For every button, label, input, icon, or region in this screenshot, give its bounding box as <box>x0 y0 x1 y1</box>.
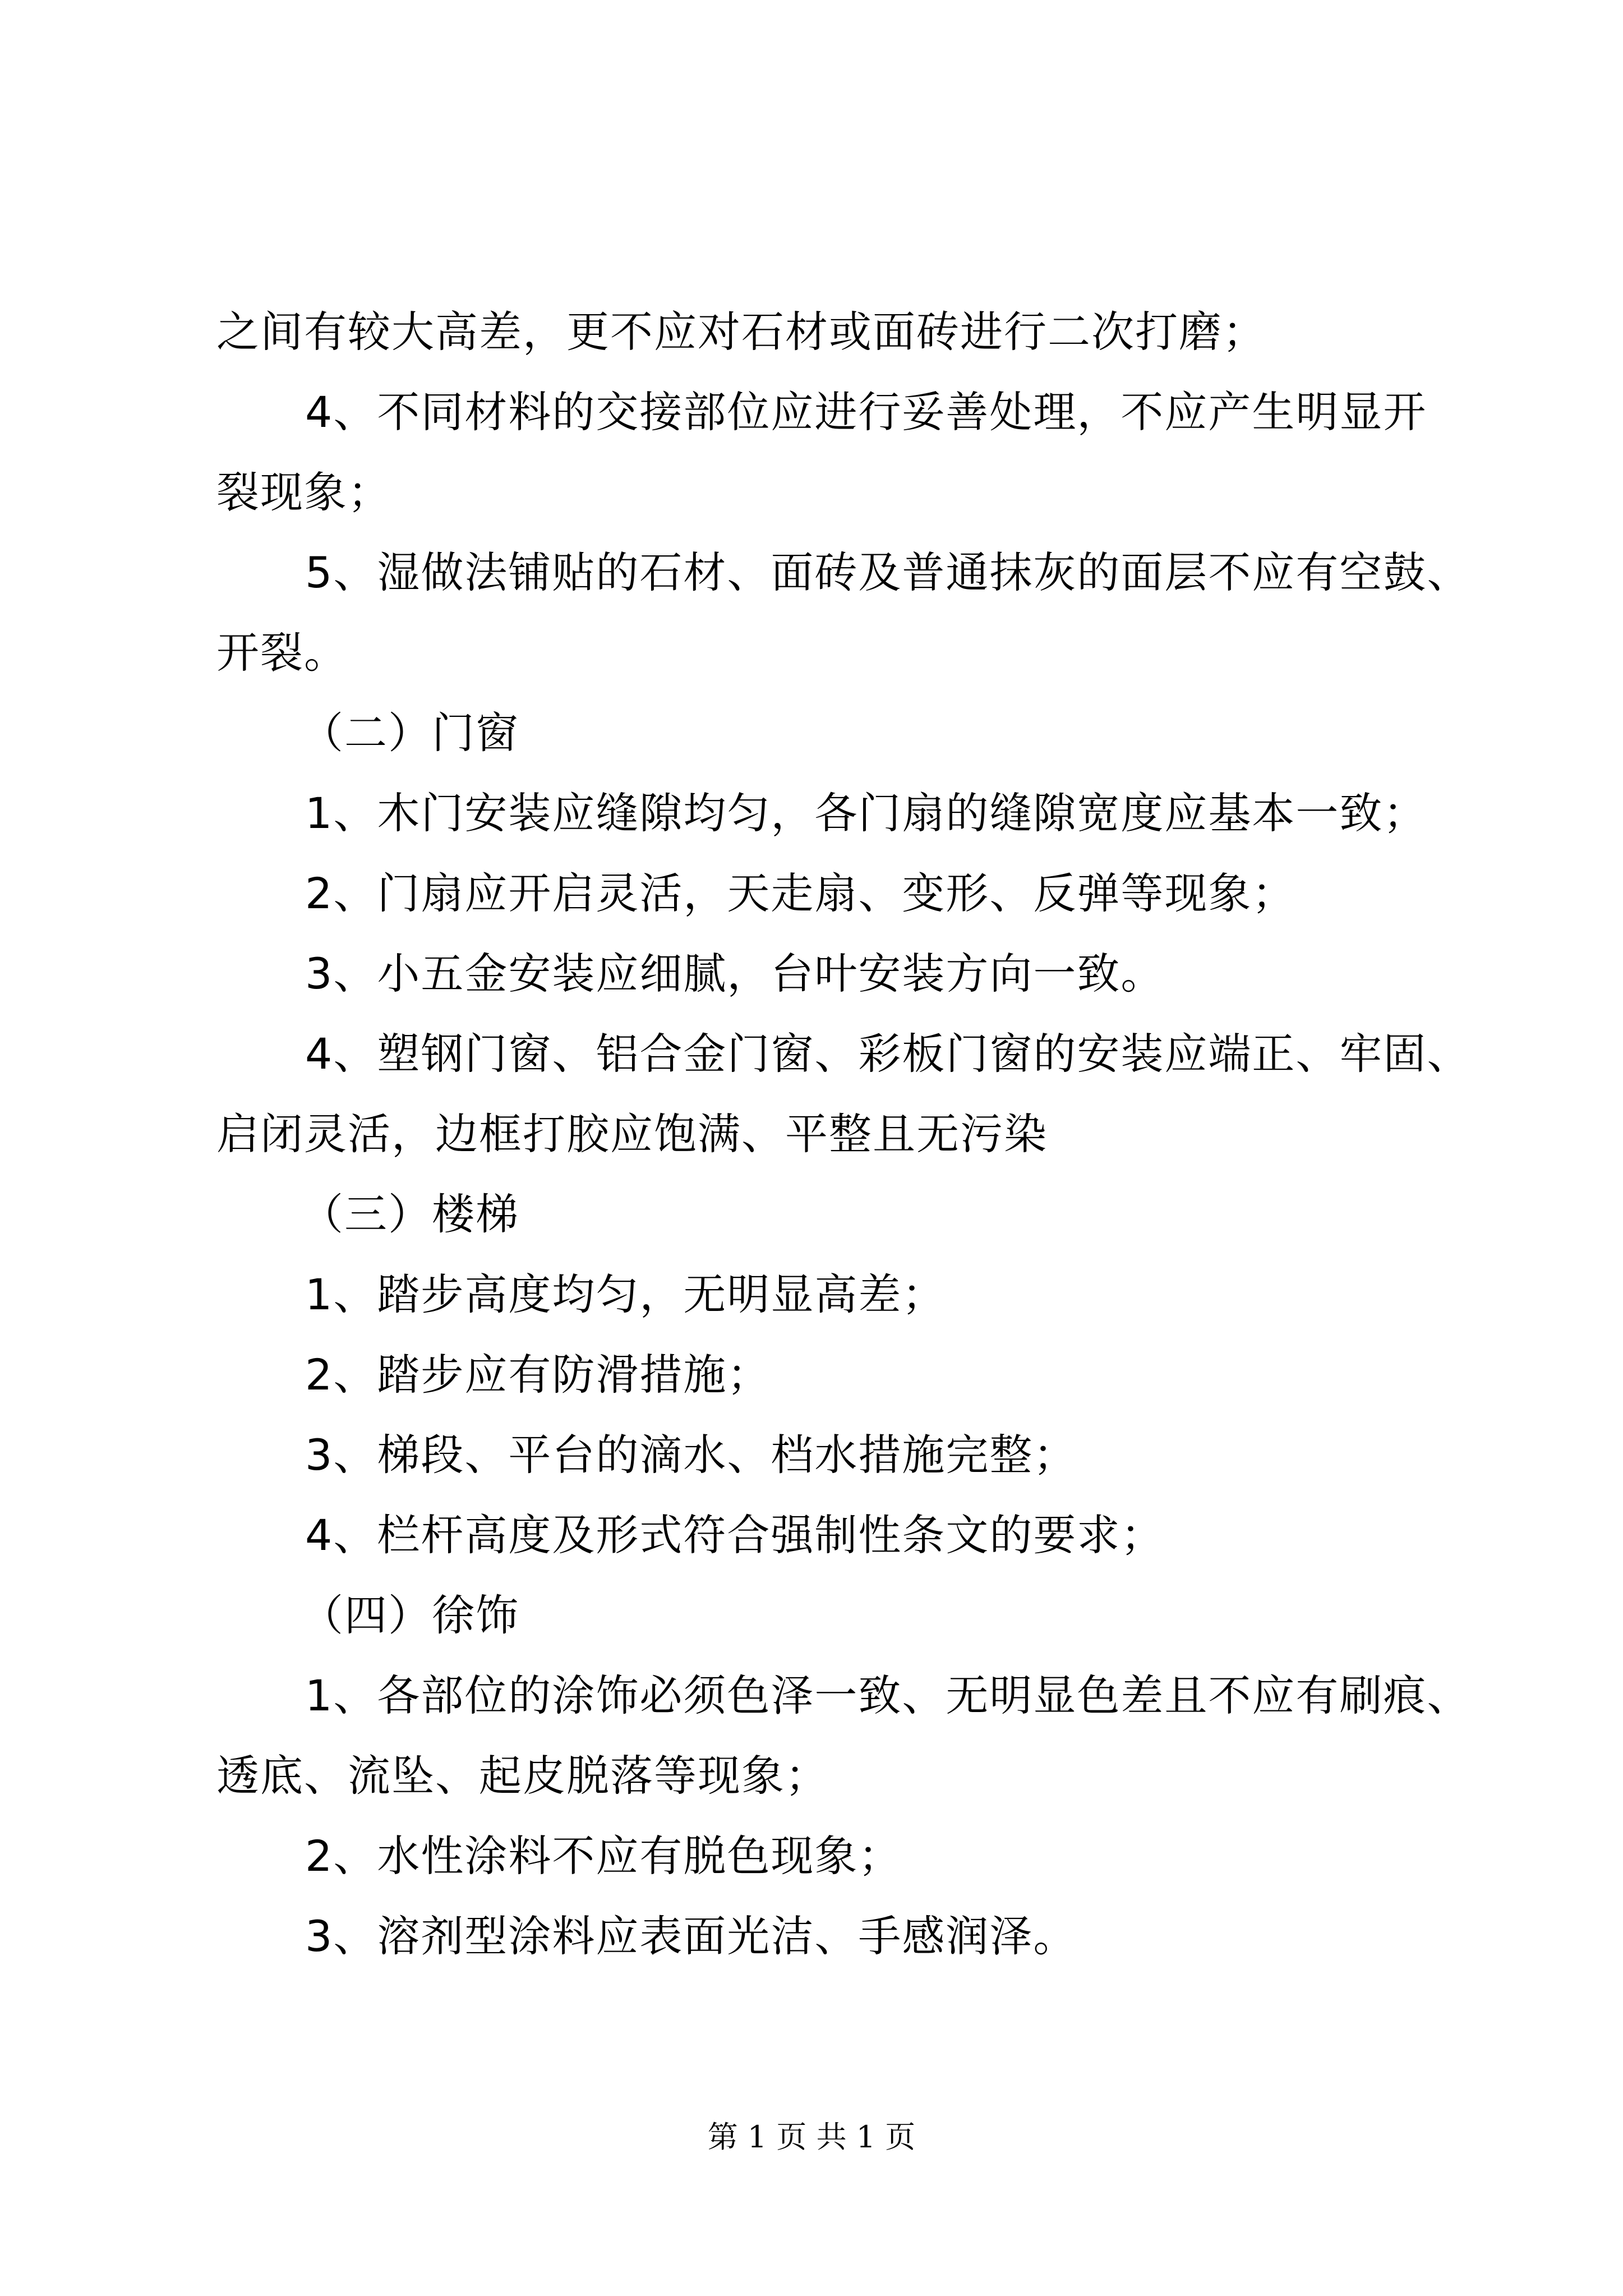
document-body <box>216 292 1471 1976</box>
text-line: 2、门扇应开启灵活，天走扇、变形、反弹等现象； <box>305 868 1296 918</box>
text-line: 4、塑钢门窗、铝合金门窗、彩板门窗的安装应端正、牢固、 <box>305 1029 1471 1079</box>
page-footer: 第 1 页 共 1 页 <box>707 2119 916 2155</box>
text-line: 5、湿做法铺贴的石材、面砖及普通抹灰的面层不应有空鼓、 <box>305 547 1471 597</box>
text-line: 1、木门安装应缝隙均匀，各门扇的缝隙宽度应基本一致； <box>305 788 1427 838</box>
text-line: 1、各部位的涂饰必须色泽一致、无明显色差且不应有刷痕、 <box>305 1671 1471 1720</box>
text-line: 透底、流坠、起皮脱落等现象； <box>216 1751 829 1801</box>
text-line: 裂现象； <box>216 467 391 517</box>
section-heading: （三）楼梯 <box>301 1189 519 1239</box>
text-line: 开裂。 <box>216 628 348 678</box>
text-line: 1、踏步高度均匀，无明显高差； <box>305 1269 946 1319</box>
section-heading: （二）门窗 <box>301 708 519 758</box>
text-line: 之间有较大高差，更不应对石材或面砖进行二次打磨； <box>216 307 1266 357</box>
text-line: 4、不同材料的交接部位应进行妥善处理，不应产生明显开 <box>305 387 1427 437</box>
text-line: 3、梯段、平台的滴水、档水措施完整； <box>305 1430 1077 1480</box>
text-line: 3、小五金安装应细腻，台叶安装方向一致。 <box>305 949 1165 999</box>
text-line: 2、水性涂料不应有脱色现象； <box>305 1831 902 1881</box>
section-heading: （四）徐饰 <box>301 1590 519 1640</box>
text-line: 4、栏杆高度及形式符合强制性条文的要求； <box>305 1510 1165 1560</box>
text-line: 启闭灵活，边框打胶应饱满、平整且无污染 <box>216 1109 1048 1159</box>
text-line: 2、踏步应有防滑措施； <box>305 1350 771 1400</box>
text-line: 3、溶剂型涂料应表面光洁、手感润泽。 <box>305 1911 1077 1961</box>
